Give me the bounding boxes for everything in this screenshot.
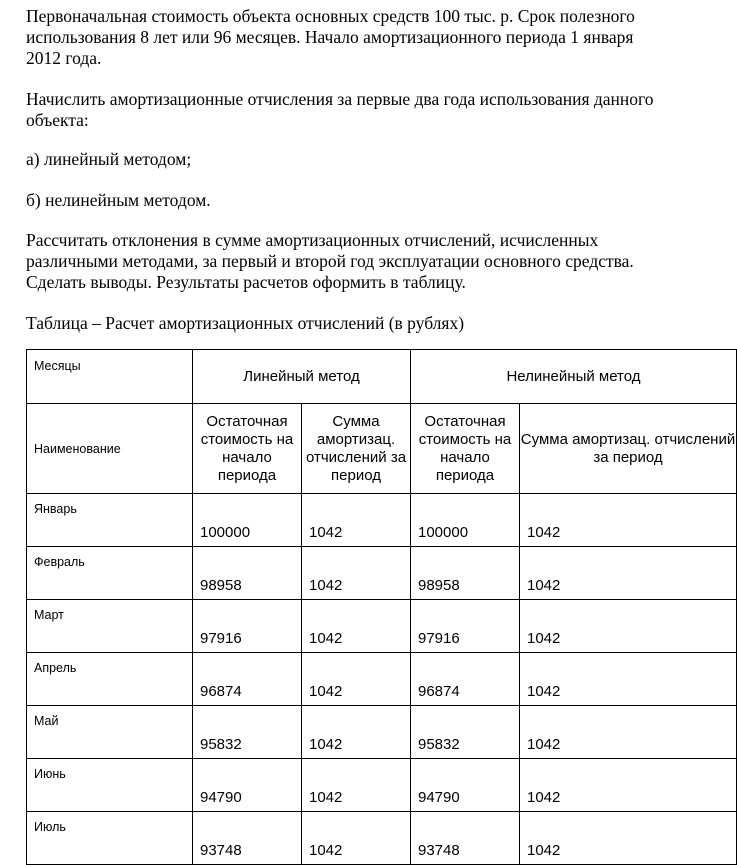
table-row [27,547,737,600]
nonlinear-amount-cell: 1042 [520,706,737,759]
task-item-linear: а) линейный методом; [26,149,192,169]
linear-residual-cell: 94790 [193,759,302,812]
linear-amount-header: Сумма амортизац. отчислений за период [302,404,411,494]
linear-amount-cell: 1042 [302,812,411,865]
month-cell: Март [27,600,193,653]
linear-residual-cell: 97916 [193,600,302,653]
task-paragraph-initial-cost: Первоначальная стоимость объекта основных средств 100 тыс. р. Срок полезного использования 8 лет или 96 месяцев. Начало амортизационного периода 1 января 2012 года. [26,6,635,68]
nonlinear-residual-cell: 95832 [411,706,520,759]
nonlinear-residual-cell: 93748 [411,812,520,865]
linear-residual-cell: 95832 [193,706,302,759]
linear-amount-cell: 1042 [302,547,411,600]
month-cell: Апрель [27,653,193,706]
linear-residual-cell: 93748 [193,812,302,865]
table-row [27,653,737,706]
months-header: Месяцы [27,350,193,404]
linear-residual-header: Остаточная стоимость на начало периода [193,404,302,494]
nonlinear-amount-cell: 1042 [520,600,737,653]
nonlinear-method-header: Нелинейный метод [411,350,737,404]
linear-residual-cell: 98958 [193,547,302,600]
table-header-row-1 [27,350,737,404]
nonlinear-residual-cell: 98958 [411,547,520,600]
month-cell: Февраль [27,547,193,600]
nonlinear-amount-cell: 1042 [520,759,737,812]
nonlinear-amount-cell: 1042 [520,812,737,865]
linear-method-header: Линейный метод [193,350,411,404]
month-cell: Июль [27,812,193,865]
nonlinear-residual-cell: 94790 [411,759,520,812]
table-body [27,350,737,865]
table-row [27,494,737,547]
linear-residual-cell: 100000 [193,494,302,547]
table-row [27,600,737,653]
linear-amount-cell: 1042 [302,494,411,547]
table-row [27,812,737,865]
nonlinear-residual-cell: 96874 [411,653,520,706]
task-item-nonlinear: б) нелинейным методом. [26,190,211,210]
linear-amount-cell: 1042 [302,653,411,706]
depreciation-table-wrapper [26,349,736,859]
nonlinear-residual-header: Остаточная стоимость на начало периода [411,404,520,494]
task-paragraph-deviations: Рассчитать отклонения в сумме амортизационных отчислений, исчисленных различными методами, за первый и второй год эксплуатации основного средства. Сделать выводы. Результаты расчетов оформить в таблицу. [26,230,634,292]
nonlinear-residual-cell: 97916 [411,600,520,653]
nonlinear-amount-header: Сумма амортизац. отчислений за период [520,404,737,494]
table-row [27,706,737,759]
month-cell: Май [27,706,193,759]
nonlinear-residual-cell: 100000 [411,494,520,547]
depreciation-table [26,349,737,865]
name-header: Наименование [27,404,193,494]
nonlinear-amount-cell: 1042 [520,653,737,706]
task-paragraph-calculate: Начислить амортизационные отчисления за первые два года использования данного объекта: [26,89,654,130]
table-caption: Таблица – Расчет амортизационных отчислений (в рублях) [26,313,465,333]
table-row [27,759,737,812]
linear-amount-cell: 1042 [302,706,411,759]
linear-amount-cell: 1042 [302,759,411,812]
nonlinear-amount-cell: 1042 [520,547,737,600]
table-header-row-2 [27,404,737,494]
nonlinear-amount-cell: 1042 [520,494,737,547]
linear-residual-cell: 96874 [193,653,302,706]
linear-amount-cell: 1042 [302,600,411,653]
month-cell: Январь [27,494,193,547]
month-cell: Июнь [27,759,193,812]
